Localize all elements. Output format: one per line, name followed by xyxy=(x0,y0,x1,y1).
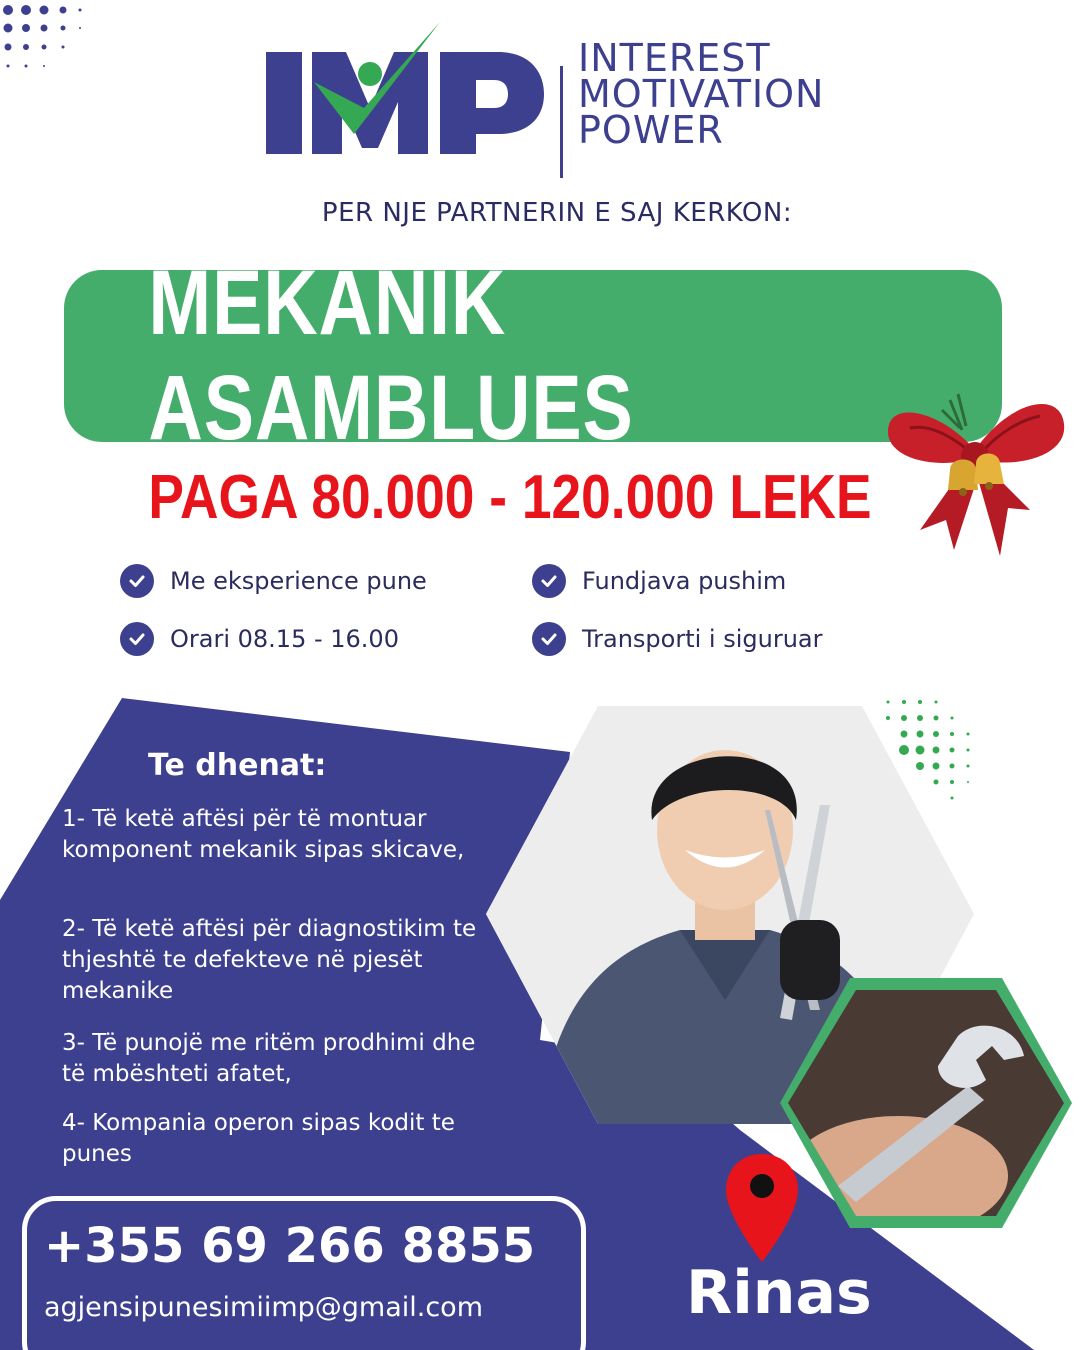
details-item-4: 4- Kompania operon sipas kodit te punes xyxy=(62,1110,455,1167)
location: Rinas xyxy=(686,1258,872,1328)
benefit-label: Fundjava pushim xyxy=(582,567,787,595)
tagline-line-2: MOTIVATION xyxy=(578,72,825,116)
tagline-line-1: INTEREST xyxy=(578,36,771,80)
salary: PAGA 80.000 - 120.000 LEKE xyxy=(148,463,872,532)
job-title: MEKANIK ASAMBLUES xyxy=(148,252,634,459)
details-heading: Te dhenat: xyxy=(148,748,327,783)
details-item-2: 2- Të ketë aftësi për diagnostikim te thjeshtë te defekteve në pjesët mekanike xyxy=(62,916,477,1004)
subtitle: PER NJE PARTNERIN E SAJ KERKON: xyxy=(321,198,793,228)
benefit-label: Transporti i siguruar xyxy=(582,625,823,653)
benefit-label: Me eksperience pune xyxy=(170,567,427,595)
tagline-line-3: POWER xyxy=(578,108,724,152)
email-address[interactable]: agjensipunesimiimp@gmail.com xyxy=(44,1292,484,1323)
wrench-photo xyxy=(778,976,1074,1230)
details-item-3: 3- Të punojë me ritëm prodhimi dhe të mbështeti afatet, xyxy=(62,1030,476,1087)
map-pin-icon xyxy=(722,1150,802,1266)
phone-number[interactable]: +355 69 266 8855 xyxy=(44,1218,536,1274)
benefit-label: Orari 08.15 - 16.00 xyxy=(170,625,399,653)
details-item-1: 1- Të ketë aftësi për të montuar komponent mekanik sipas skicave, xyxy=(62,806,465,863)
